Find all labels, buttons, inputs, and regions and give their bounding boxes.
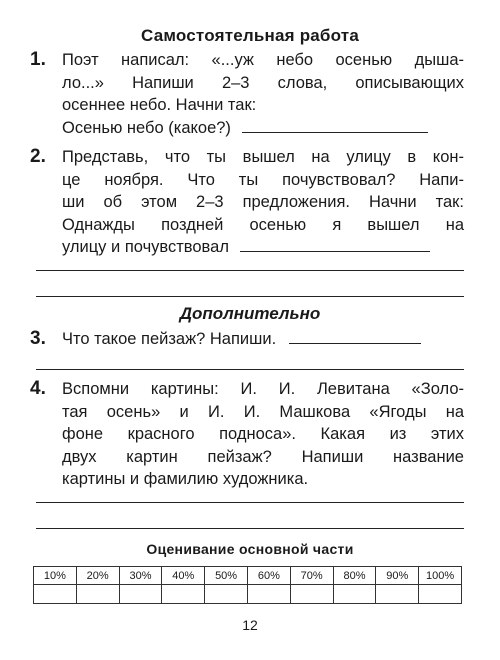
percent-cell: 70% xyxy=(290,567,333,585)
task-4-line-2: тая осень» и И. И. Машкова «Ягоды на xyxy=(62,402,464,421)
mark-cell[interactable] xyxy=(119,585,162,604)
percent-cell: 50% xyxy=(205,567,248,585)
mark-cell[interactable] xyxy=(419,585,462,604)
answer-line-4a[interactable] xyxy=(36,502,464,503)
task-4-line-3: фоне красного подноса». Какая из этих xyxy=(62,425,464,443)
task-2-line-3: ши об этом 2–3 предложения. Начни так: xyxy=(62,193,464,211)
mark-cell[interactable] xyxy=(205,585,248,604)
task-4-line-5: картины и фамилию художника. xyxy=(62,470,309,488)
answer-line-4b[interactable] xyxy=(36,528,464,529)
mark-cell[interactable] xyxy=(162,585,205,604)
mark-cell[interactable] xyxy=(290,585,333,604)
percent-cell: 100% xyxy=(419,567,462,585)
percent-cell: 80% xyxy=(333,567,376,585)
percent-cell: 60% xyxy=(247,567,290,585)
evaluation-table xyxy=(33,566,462,604)
task-3-line-1-text: Что такое пейзаж? Напиши. xyxy=(62,330,277,348)
mark-cell[interactable] xyxy=(376,585,419,604)
percent-cell: 40% xyxy=(162,567,205,585)
task-2-line-1: Представь, что ты вышел на улицу в кон- xyxy=(62,148,464,166)
task-1-line-2: ло...» Напиши 2–3 слова, описывающих xyxy=(62,73,464,92)
mark-cell[interactable] xyxy=(247,585,290,604)
task-2 xyxy=(62,146,464,259)
task-1-line-4-text: Осенью небо (какое?) xyxy=(62,118,231,137)
task-1-line-3: осеннее небо. Начни так: xyxy=(62,96,257,114)
answer-line-2a[interactable] xyxy=(240,237,430,252)
task-2-line-2: це ноября. Что ты почувствовал? Напи- xyxy=(62,170,464,189)
task-3-line-1 xyxy=(62,328,464,351)
task-4-number: 4. xyxy=(30,378,46,399)
mark-cell[interactable] xyxy=(76,585,119,604)
task-3 xyxy=(62,328,464,351)
page-number: 12 xyxy=(242,617,258,633)
task-4-line-1: Вспомни картины: И. И. Левитана «Золо- xyxy=(62,380,464,398)
evaluation-mark-row xyxy=(34,585,462,604)
evaluation-title: Оценивание основной части xyxy=(146,541,354,557)
task-1-number: 1. xyxy=(30,49,46,70)
page-title: Самостоятельная работа xyxy=(141,26,359,45)
task-1-line-4 xyxy=(62,117,464,140)
mark-cell[interactable] xyxy=(333,585,376,604)
task-2-number: 2. xyxy=(30,146,46,167)
task-3-number: 3. xyxy=(30,328,46,349)
evaluation-percent-row xyxy=(34,567,462,585)
answer-line-1[interactable] xyxy=(242,118,428,133)
mark-cell[interactable] xyxy=(34,585,77,604)
percent-cell: 90% xyxy=(376,567,419,585)
task-2-line-5-text: улицу и почувствовал xyxy=(62,238,229,256)
answer-line-3a[interactable] xyxy=(289,329,421,344)
task-1-line-1: Поэт написал: «...уж небо осенью дыша- xyxy=(62,51,464,69)
task-2-line-4: Однажды поздней осенью я вышел на xyxy=(62,215,464,234)
task-4-line-4: двух картин пейзаж? Напиши название xyxy=(62,447,464,466)
task-4 xyxy=(62,378,464,491)
answer-line-3b[interactable] xyxy=(36,369,464,370)
task-1 xyxy=(62,49,464,139)
answer-line-2c[interactable] xyxy=(36,296,464,297)
answer-line-2b[interactable] xyxy=(36,270,464,271)
task-2-line-5 xyxy=(62,236,464,259)
percent-cell: 30% xyxy=(119,567,162,585)
percent-cell: 20% xyxy=(76,567,119,585)
additional-heading: Дополнительно xyxy=(179,304,321,323)
percent-cell: 10% xyxy=(34,567,77,585)
